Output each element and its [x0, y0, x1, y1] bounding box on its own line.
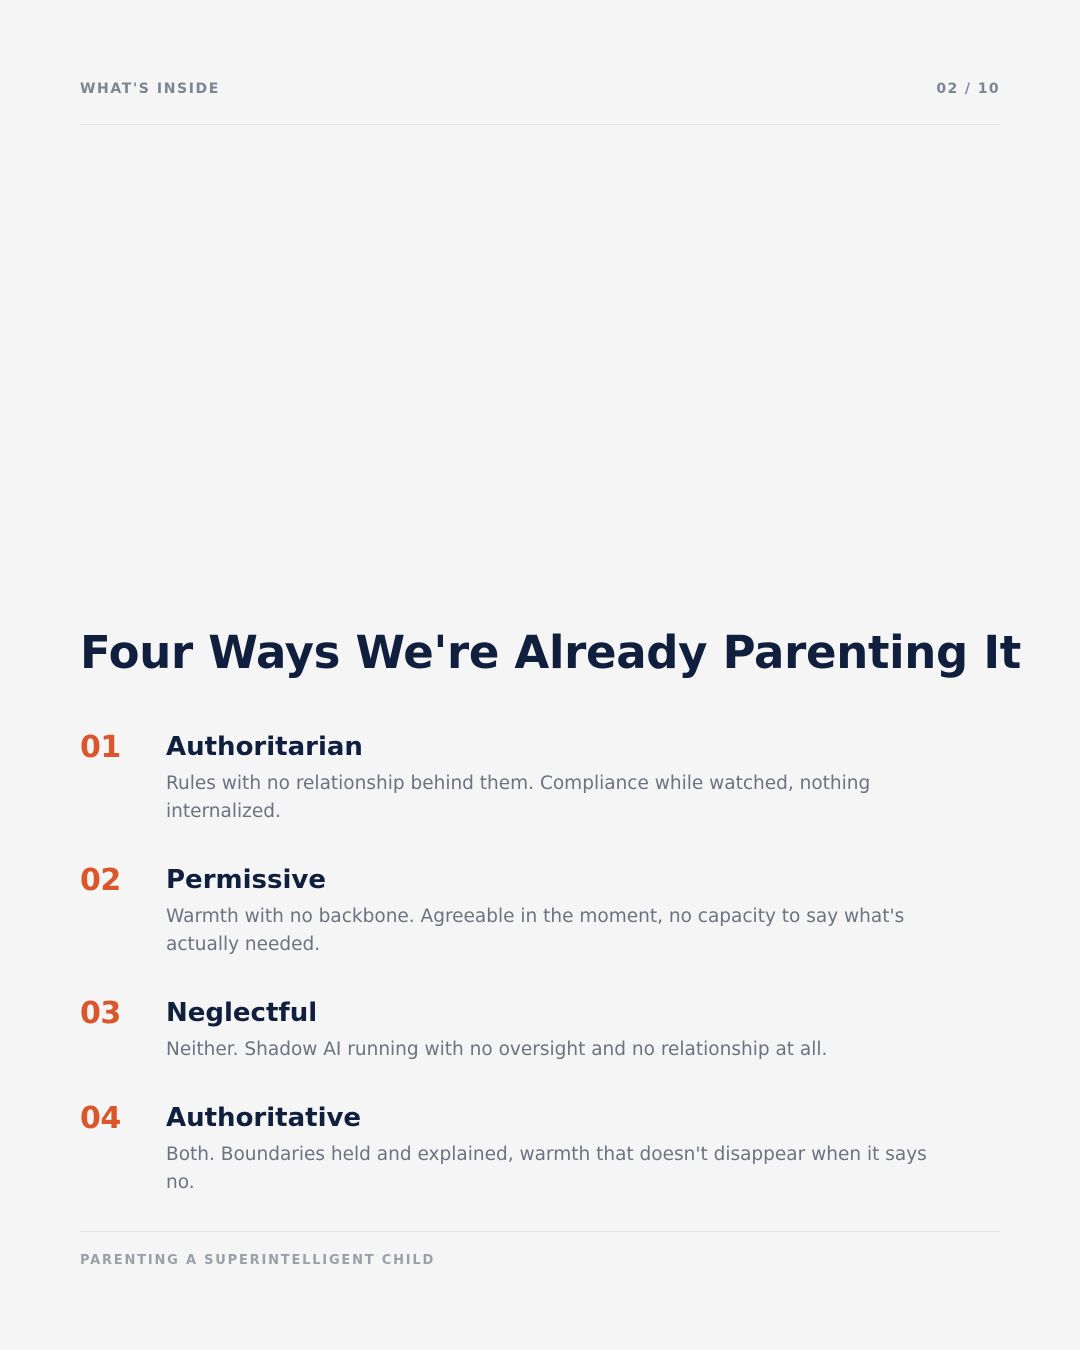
- item-description: Neither. Shadow AI running with no oversight and no relationship at all.: [166, 1039, 828, 1060]
- item-description: Both. Boundaries held and explained, warmth that doesn't disappear when it says no.: [166, 1144, 927, 1193]
- item-heading: Authoritative: [166, 1103, 362, 1133]
- item-description: Rules with no relationship behind them. Compliance while watched, nothing internalized.: [166, 773, 871, 822]
- item-number: 02: [80, 863, 121, 898]
- item-number: 04: [80, 1101, 121, 1136]
- item-heading: Authoritarian: [166, 732, 363, 762]
- item-heading: Permissive: [166, 865, 326, 895]
- page-counter: 02 / 10: [936, 81, 1000, 97]
- page-title: Four Ways We're Already Parenting It: [80, 626, 1021, 679]
- item-number: 01: [80, 730, 121, 765]
- page-header: [80, 78, 1000, 125]
- footer-divider: [80, 1231, 1000, 1232]
- footer-series-title: PARENTING A SUPERINTELLIGENT CHILD: [80, 1253, 436, 1268]
- section-eyebrow: WHAT'S INSIDE: [80, 81, 220, 97]
- item-description: Warmth with no backbone. Agreeable in the moment, no capacity to say what's actually needed.: [166, 906, 905, 955]
- item-number: 03: [80, 996, 121, 1031]
- item-heading: Neglectful: [166, 998, 318, 1028]
